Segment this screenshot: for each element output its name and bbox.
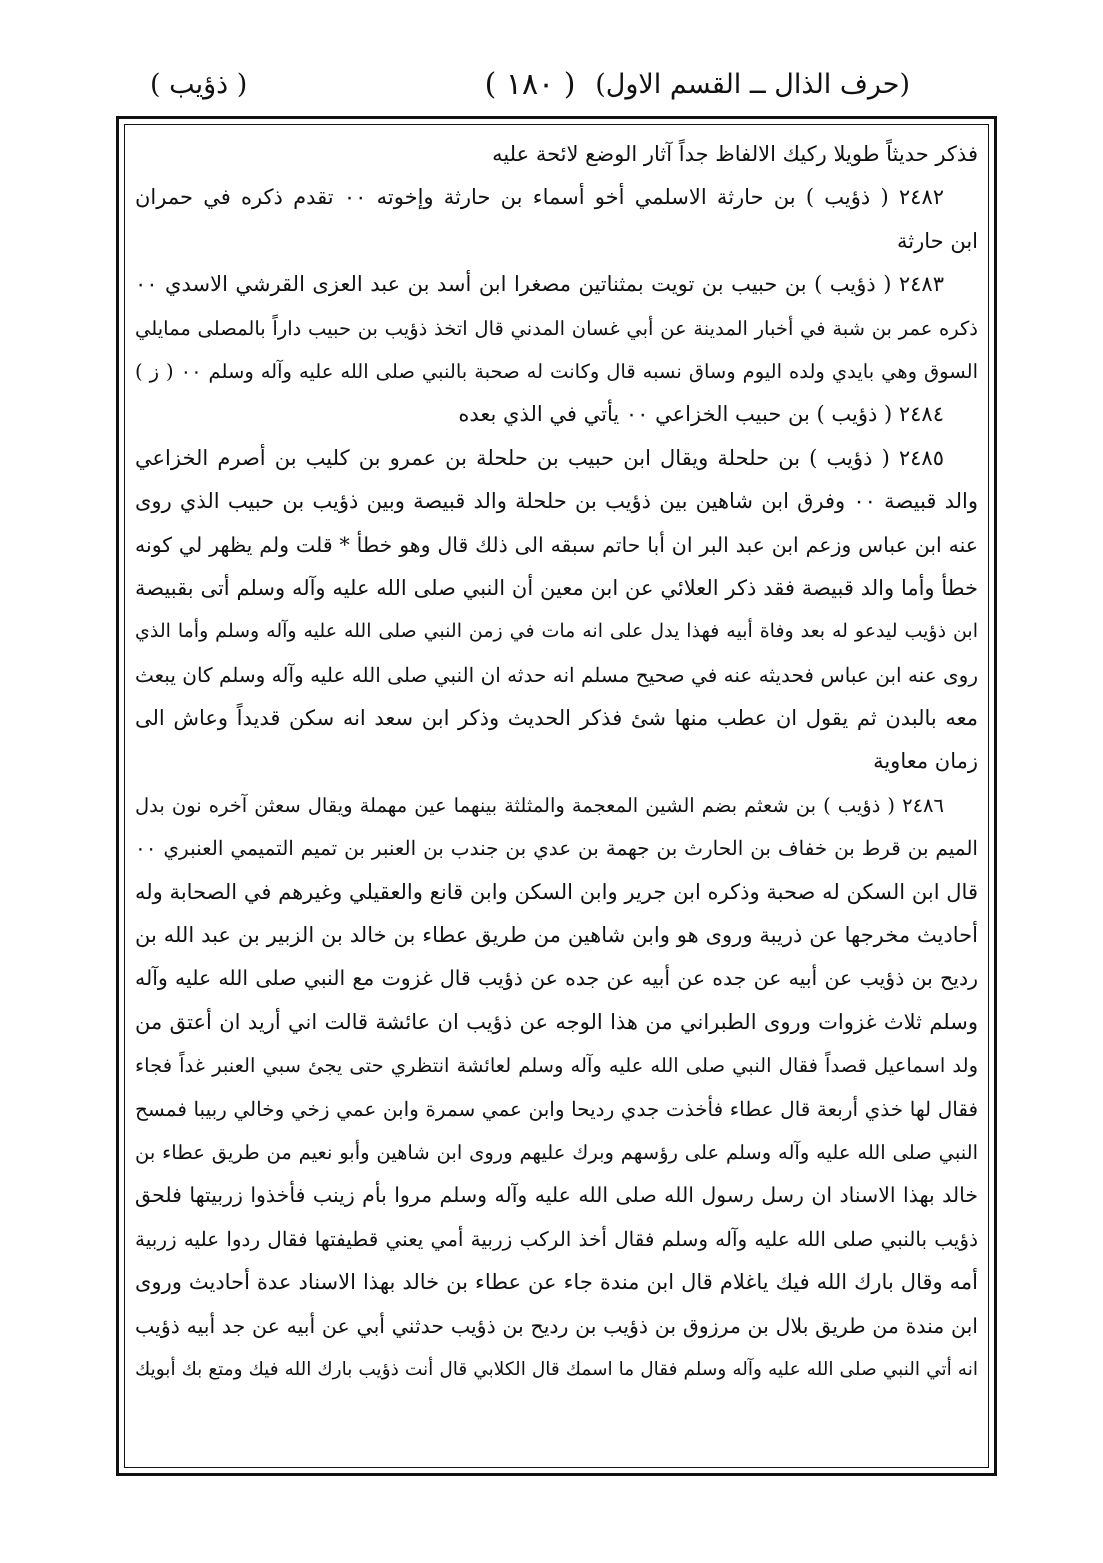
text-line: خالد بهذا الاسناد ان رسل رسول الله صلى الله عليه وآله وسلم مروا بأم زينب فأخذوا زربيتها فلحق: [135, 1183, 978, 1208]
running-title: (حرف الذال ــ القسم الاول): [595, 69, 910, 100]
text-line: ٢٤٨٤ ( ذؤيب ) بن حبيب الخزاعي ٠٠ يأتي في الذي بعده: [458, 402, 944, 427]
text-line: معه بالبدن ثم يقول ان عطب منها شئ فذكر الحديث وذكر ابن سعد انه سكن قديداً وعاش الى: [135, 706, 978, 731]
page-body: [135, 133, 978, 1463]
text-line: زمان معاوية: [873, 749, 978, 774]
text-line: روى عنه ابن عباس فحديثه عنه في صحيح مسلم انه حدثه ان النبي صلى الله عليه وآله وسلم كان يبعث: [135, 662, 978, 687]
text-line: ذكره عمر بن شبة في أخبار المدينة عن أبي غسان المدني قال اتخذ ذؤيب بن حبيب داراً بالمصلى ممايلي: [135, 316, 978, 340]
text-line: انه أتي النبي صلى الله عليه وآله وسلم فقال ما اسمك قال الكلابي قال أنت ذؤيب بارك الله فيك ومتع بك أبويك: [135, 1358, 978, 1380]
text-line: ولد اسماعيل قصداً فقال النبي صلى الله عليه وآله وسلم لعائشة انتظري حتى يجئ سبي العنبر غداً فجاء: [135, 1054, 978, 1078]
text-line: ابن حارثة: [897, 228, 978, 253]
text-line: ابن مندة من طريق بلال بن مرزوق بن ذؤيب بن رديح بن ذؤيب حدثني أبي عن أبيه عن جد أبيه ذؤيب: [135, 1313, 978, 1338]
text-line: والد قبيصة ٠٠ وفرق ابن شاهين بين ذؤيب بن حلحلة والد قبيصة وبين ذؤيب بن حبيب الذي روى: [135, 489, 978, 514]
text-line: النبي صلى الله عليه وآله وسلم على رؤسهم وبرك عليهم وروى ابن شاهين وأبو نعيم من طريق عطاء بن: [135, 1140, 978, 1164]
text-line: فقال لها خذي أربعة قال عطاء فأخذت جدي رديحا وابن عمي سمرة وابن عمي زخي وخالي ربيبا فمسح: [135, 1096, 978, 1121]
text-line: رديح بن ذؤيب عن أبيه عن جده عن أبيه عن جده عن ذؤيب قال غزوت مع النبي صلى الله عليه وآله: [135, 966, 978, 991]
text-line: السوق وهي بايدي ولده اليوم وساق نسبه قال وكانت له صحبة بالنبي صلى الله عليه وآله وسلم ٠٠ ( ز ): [135, 359, 978, 383]
text-line: ابن ذؤيب ليدعو له بعد وفاة أبيه فهذا يدل على انه مات في زمن النبي صلى الله عليه وآله وسلم وأما الذي: [135, 620, 978, 643]
text-line: عنه ابن عباس وزعم ابن عبد البر ان أبا حاتم سبقه الى ذلك قال وهو خطأ * قلت ولم يظهر لي كونه: [135, 532, 978, 557]
text-line: ٢٤٨٥ ( ذؤيب ) بن حلحلة ويقال ابن حبيب بن حلحلة بن عمرو بن كليب بن أصرم الخزاعي: [135, 445, 944, 470]
text-line: خطأ وأما والد قبيصة فقد ذكر العلائي عن ابن معين أن النبي صلى الله عليه وآله وسلم أتى بقبيصة: [135, 575, 978, 600]
text-line: أمه وقال بارك الله فيك ياغلام قال ابن مندة جاء عن عطاء بن خالد بهذا الاسناد عدة أحاديث وروى: [135, 1270, 978, 1295]
text-line: الميم بن قرط بن خفاف بن الحارث بن جهمة بن عدي بن جندب بن العنبر بن تميم التميمي العنبري ٠٠: [135, 836, 978, 861]
text-line: قال ابن السكن له صحبة وذكره ابن جرير وابن السكن وابن قانع والعقيلي وغيرهم في الصحابة وله: [135, 879, 978, 904]
text-line: ٢٤٨٢ ( ذؤيب ) بن حارثة الاسلمي أخو أسماء بن حارثة وإخوته ٠٠ تقدم ذكره في حمران: [135, 185, 945, 210]
text-line: ذؤيب بالنبي صلى الله عليه وآله وسلم فقال أخذ الركب زربية أمي يعني قطيفتها فقال ردوا عليه زربية: [135, 1226, 978, 1251]
page-header: [150, 60, 910, 114]
text-frame: [116, 116, 997, 1476]
text-line: ٢٤٨٣ ( ذؤيب ) بن حبيب بن تويت بمثناتين مصغرا ابن أسد بن عبد العزى القرشي الاسدي ٠٠: [135, 272, 944, 297]
page-number: ( ١٨٠ ): [484, 67, 576, 102]
text-line: ٢٤٨٦ ( ذؤيب ) بن شعثم بضم الشين المعجمة والمثلثة بينهما عين مهملة ويقال سعثن آخره نون بدل: [135, 793, 944, 817]
text-line: وسلم ثلاث غزوات وروى الطبراني من هذا الوجه عن ذؤيب ان عائشة قالت اني أريد ان أعتق من: [135, 1009, 978, 1034]
text-line: أحاديث مخرجها عن ذريبة وروى هو وابن شاهين من طريق عطاء بن خالد بن الزبير بن عبد الله بن: [135, 923, 978, 948]
entry-keyword: ( ذؤيب ): [150, 69, 248, 100]
text-line: فذكر حديثاً طويلا ركيك الالفاظ جداً آثار الوضع لائحة عليه: [492, 142, 978, 166]
